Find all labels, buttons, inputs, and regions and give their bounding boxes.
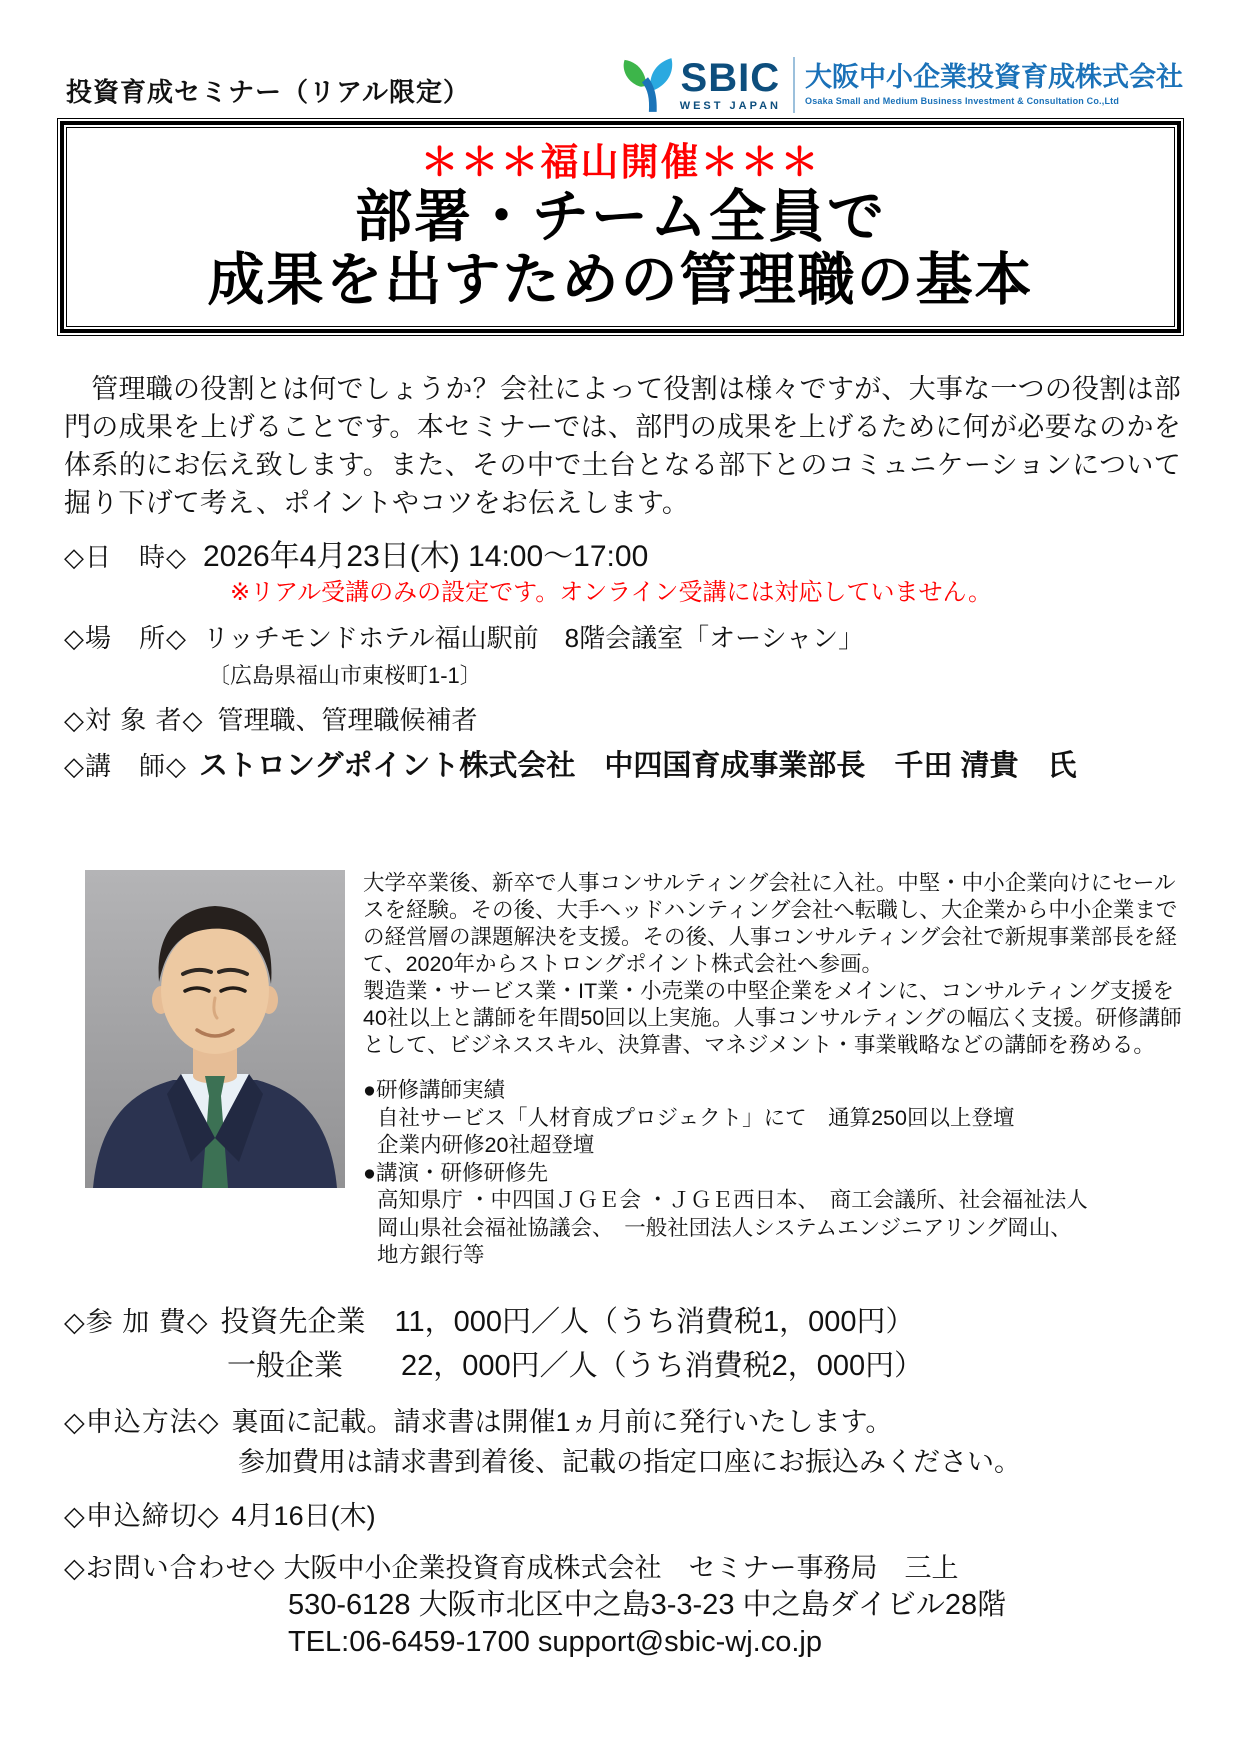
- lecturer-bio: [363, 870, 1189, 1270]
- title-box-inner: [66, 127, 1175, 327]
- fee-label: ◇参 加 費◇: [64, 1306, 209, 1337]
- achievement-item: 高知県庁 ・中四国ＪＧＥ会 ・ＪＧＥ西日本、 商工会議所、社会福祉法人: [377, 1188, 1088, 1212]
- logo-company: [805, 63, 1183, 107]
- bio-paragraph-1: 大学卒業後、新卒で人事コンサルティング会社に入社。中堅・中小企業向けにセールスを経験。その後、大手ヘッドハンティング会社へ転職し、大企業から中小企業までの経営層の課題解決を支援。その後、人事コンサルティング会社で新規事業部長を経て、2020年からストロングポイント株式会社へ参画。: [363, 871, 1178, 976]
- datetime-note: ※リアル受講のみの設定です。オンライン受講には対応していません。: [230, 579, 992, 606]
- achievement-item: 岡山県社会福祉協議会、 一般社団法人システムエンジニアリング岡山、: [377, 1215, 1072, 1240]
- contact-tel-email: TEL:06-6459-1700 support@sbic-wj.co.jp: [288, 1625, 822, 1658]
- lecturer-value: ストロングポイント株式会社 中四国育成事業部長 千田 清貴 氏: [199, 750, 1077, 782]
- row-place: [0, 620, 1241, 656]
- deadline-label: ◇申込締切◇: [64, 1500, 220, 1531]
- fee-row-general: 一般企業 22，000円／人（うち消費税2，000円）: [227, 1349, 924, 1382]
- lecturer-label: ◇講 師◇: [64, 751, 187, 781]
- fee-row-investee: 投資先企業 11，000円／人（うち消費税1，000円）: [220, 1305, 915, 1338]
- audience-label: ◇対 象 者◇: [64, 705, 204, 735]
- contact-label: ◇お問い合わせ◇: [64, 1552, 276, 1583]
- achievements: [363, 1077, 1189, 1270]
- contact-org: 大阪中小企業投資育成株式会社 セミナー事務局 三上: [283, 1552, 959, 1583]
- row-deadline: [0, 1496, 1241, 1536]
- logo-abbr: SBIC: [680, 56, 781, 100]
- row-audience: [0, 702, 1241, 738]
- sprout-logo-icon: [622, 56, 674, 114]
- contact-address: 530-6128 大阪市北区中之島3-3-23 中之島ダイビル28階: [288, 1588, 1007, 1621]
- logo-text: [680, 58, 781, 112]
- place-label: ◇場 所◇: [64, 623, 187, 653]
- place-value: リッチモンドホテル福山駅前 8階会議室「オーシャン」: [203, 623, 865, 653]
- logo-divider: [793, 57, 795, 113]
- deadline-value: 4月16日(木): [231, 1500, 376, 1531]
- row-fee: [0, 1302, 1241, 1342]
- apply-line-2: 参加費用は請求書到着後、記載の指定口座にお振込みください。: [238, 1446, 1021, 1477]
- achievement-heading-lectures: ●講演・研修研修先: [363, 1160, 548, 1185]
- title-box-border: [60, 121, 1181, 333]
- row-contact: [0, 1550, 1241, 1587]
- logo-region: WEST JAPAN: [679, 100, 781, 112]
- intro-paragraph: 管理職の役割とは何でしょうか？会社によって役割は様々ですが、大事な一つの役割は部門の成果を上げることです。本セミナーでは、部門の成果を上げるために何が必要なのかを体系的にお伝え致します。また、その中で土台となる部下とのコミュニケーションについて掘り下げて考え、ポイントやコツをお伝えします。: [64, 374, 1181, 518]
- achievement-heading-training: ●研修講師実績: [363, 1078, 505, 1102]
- header: [0, 0, 1241, 114]
- place-address: 〔広島県福山市東桜町1-1〕: [208, 663, 482, 688]
- company-logo: [622, 56, 1183, 114]
- achievement-item: 企業内研修20社超登壇: [377, 1133, 595, 1157]
- achievement-item: 地方銀行等: [377, 1243, 485, 1267]
- seminar-series-label: 投資育成セミナー（リアル限定）: [66, 77, 470, 107]
- logo-company-name-en: Osaka Small and Medium Business Investment & Consultation Co.,Ltd: [805, 95, 1120, 106]
- datetime-value: 2026年4月23日(木) 14:00～17:00: [203, 540, 649, 573]
- audience-value: 管理職、管理職候補者: [217, 705, 478, 735]
- row-lecturer: [0, 746, 1241, 786]
- apply-label: ◇申込方法◇: [64, 1406, 220, 1437]
- lecturer-profile-section: [85, 870, 1189, 1270]
- achievement-item: 自社サービス「人材育成プロジェクト」にて 通算250回以上登壇: [377, 1105, 1015, 1130]
- row-datetime: [0, 538, 1241, 576]
- lecturer-photo: [85, 870, 345, 1188]
- bio-paragraph-2: 製造業・サービス業・IT業・小売業の中堅企業をメインに、コンサルティング支援を40社以上と講師を年間50回以上実施。人事コンサルティングの幅広く支援。研修講師として、ビジネススキル、決算書、マネジメント・事業戦略などの講師を務める。: [363, 979, 1182, 1057]
- title-box: [57, 118, 1184, 336]
- logo-company-name-ja: 大阪中小企業投資育成株式会社: [805, 62, 1183, 93]
- title-line-1: 部署・チーム全員で: [355, 185, 886, 249]
- title-line-2: 成果を出すための管理職の基本: [207, 248, 1034, 312]
- title-kicker: ＊＊＊福山開催＊＊＊: [420, 142, 821, 184]
- row-apply-method: [0, 1402, 1241, 1442]
- apply-line-1: 裏面に記載。請求書は開催1ヵ月前に発行いたします。: [231, 1406, 893, 1437]
- datetime-label: ◇日 時◇: [64, 542, 187, 572]
